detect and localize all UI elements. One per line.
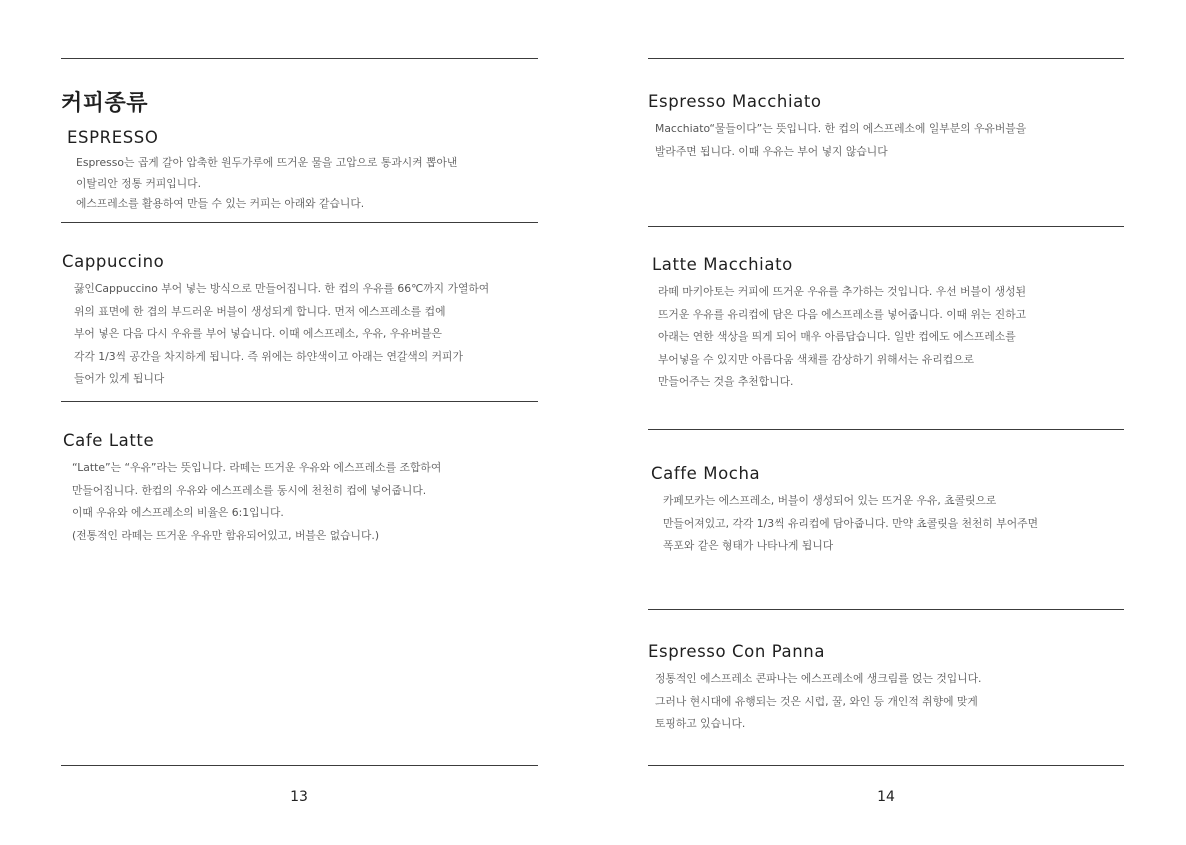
text-line: 아래는 연한 색상을 띄게 되어 매우 아름답습니다. 일반 컵에도 에스프레소를 bbox=[658, 330, 1016, 344]
page-number-right: 14 bbox=[877, 789, 895, 805]
heading-espresso-macchiato: Espresso Macchiato bbox=[648, 92, 822, 111]
text-line: 라떼 마키아토는 커피에 뜨거운 우유를 추가하는 것입니다. 우선 버블이 생성된 bbox=[658, 285, 1027, 298]
heading-latte-macchiato: Latte Macchiato bbox=[652, 255, 793, 274]
text-espresso bbox=[76, 153, 457, 215]
text-caffe-mocha bbox=[663, 490, 1038, 558]
text-espresso-con-panna bbox=[655, 668, 982, 736]
text-line: 발라주면 됩니다. 이때 우유는 부어 넣지 않습니다 bbox=[655, 144, 888, 158]
section-divider bbox=[648, 429, 1124, 430]
text-line: 들어가 있게 됩니다 bbox=[74, 372, 165, 386]
text-line: 뜨거운 우유를 유리컵에 담은 다음 에스프레소를 넣어줍니다. 이때 위는 진하고 bbox=[658, 307, 1027, 321]
text-line: 에스프레소를 활용하여 만들 수 있는 커피는 아래와 같습니다. bbox=[76, 197, 365, 210]
text-line: 그러나 현시대에 유행되는 것은 시럽, 꿀, 와인 등 개인적 취향에 맞게 bbox=[655, 694, 978, 708]
text-line: 만들어주는 것을 추천합니다. bbox=[658, 375, 794, 389]
top-rule-right bbox=[648, 58, 1124, 59]
text-line: 위의 표면에 한 겹의 부드러운 버블이 생성되게 합니다. 먼저 에스프레소를 컵에 bbox=[74, 304, 446, 318]
section-divider bbox=[648, 609, 1124, 610]
section-divider bbox=[61, 401, 538, 402]
text-line: “Latte”는 “우유”라는 뜻입니다. 라떼는 뜨거운 우유와 에스프레소를 조합하여 bbox=[72, 461, 442, 474]
text-line: 이때 우유와 에스프레소의 비율은 6:1입니다. bbox=[72, 506, 284, 520]
page-number-left: 13 bbox=[290, 789, 308, 805]
heading-espresso-con-panna: Espresso Con Panna bbox=[648, 642, 826, 661]
text-line: (전통적인 라떼는 뜨거운 우유만 함유되어있고, 버블은 없습니다.) bbox=[72, 528, 380, 542]
text-line: 각각 1/3씩 공간을 차지하게 됩니다. 즉 위에는 하얀색이고 아래는 연갈색의 커피가 bbox=[74, 349, 463, 363]
text-line: 부어 넣은 다음 다시 우유를 부어 넣습니다. 이때 에스프레소, 우유, 우유버블은 bbox=[74, 327, 442, 341]
heading-cappuccino: Cappuccino bbox=[62, 252, 165, 271]
text-latte-macchiato bbox=[658, 281, 1026, 394]
text-line: 만들어져있고, 각각 1/3씩 유리컵에 담아줍니다. 만약 쵸콜릿을 천천히 부어주면 bbox=[663, 516, 1039, 530]
text-line: 정통적인 에스프레소 콘파나는 에스프레소에 생크림를 얹는 것입니다. bbox=[655, 672, 982, 685]
bottom-rule-right bbox=[648, 765, 1124, 766]
heading-cafe-latte: Cafe Latte bbox=[63, 431, 155, 450]
text-line: 토핑하고 있습니다. bbox=[655, 717, 746, 731]
text-line: 카페모카는 에스프레소, 버블이 생성되어 있는 뜨거운 우유, 쵸콜릿으로 bbox=[663, 494, 997, 507]
text-line: Macchiato“물들이다”는 뜻입니다. 한 컵의 에스프레소에 일부분의 우유버블을 bbox=[655, 122, 1027, 135]
text-cappuccino bbox=[74, 278, 489, 391]
text-line: 만들어집니다. 한컵의 우유와 에스프레소를 동시에 천천히 컵에 넣어줍니다. bbox=[72, 483, 427, 497]
text-espresso-macchiato bbox=[655, 118, 1026, 163]
text-line: 끓인Cappuccino 부어 넣는 방식으로 만들어집니다. 한 컵의 우유를 66℃까지 가열하여 bbox=[74, 282, 490, 295]
section-divider bbox=[648, 226, 1124, 227]
heading-caffe-mocha: Caffe Mocha bbox=[651, 464, 761, 483]
text-cafe-latte bbox=[72, 457, 441, 547]
text-line: Espresso는 곱게 갈아 압축한 원두가루에 뜨거운 물을 고압으로 통과시켜 뽑아낸 bbox=[76, 156, 458, 169]
heading-espresso: ESPRESSO bbox=[67, 128, 159, 147]
page-title: 커피종류 bbox=[61, 91, 149, 116]
top-rule-left bbox=[61, 58, 538, 59]
text-line: 이탈리안 정통 커피입니다. bbox=[76, 176, 202, 190]
section-divider bbox=[61, 222, 538, 223]
text-line: 부어넣을 수 있지만 아름다움 색채를 감상하기 위해서는 유리컵으로 bbox=[658, 352, 975, 366]
text-line: 폭포와 같은 형태가 나타나게 됩니다 bbox=[663, 539, 834, 553]
bottom-rule-left bbox=[61, 765, 538, 766]
